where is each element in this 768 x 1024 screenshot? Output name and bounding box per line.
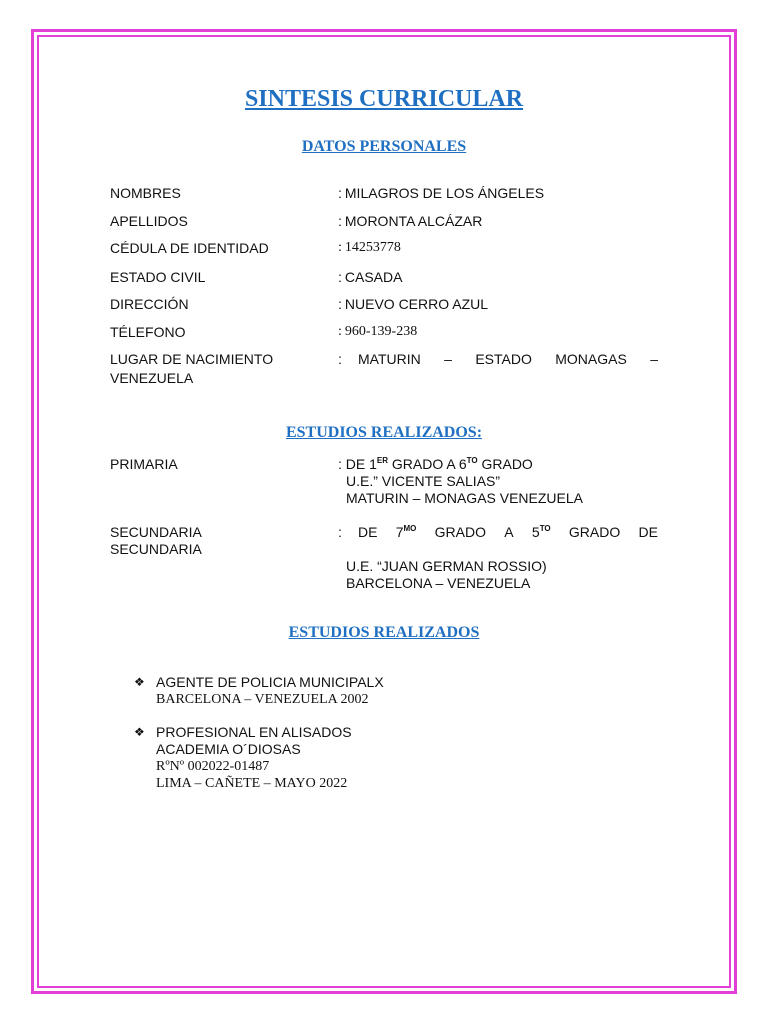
row-estado-civil xyxy=(110,268,658,288)
superscript: TO xyxy=(539,524,551,533)
label-primaria: PRIMARIA xyxy=(110,456,178,472)
label-telefono: TÉLEFONO xyxy=(110,324,186,340)
text: DE xyxy=(358,524,378,540)
colon: : xyxy=(338,269,342,285)
section-title-personal: DATOS PERSONALES xyxy=(301,138,467,155)
course-detail: LIMA – CAÑETE – MAYO 2022 xyxy=(156,776,348,791)
label-cedula: CÉDULA DE IDENTIDAD xyxy=(110,240,269,256)
value-telefono: 960-139-238 xyxy=(344,324,418,339)
section-title-studies: ESTUDIOS REALIZADOS: xyxy=(285,424,483,441)
document-title: SINTESIS CURRICULAR xyxy=(244,86,524,112)
diamond-bullet-icon: ❖ xyxy=(134,675,145,689)
course-detail: ACADEMIA O´DIOSAS xyxy=(156,741,301,757)
superscript: TO xyxy=(466,456,478,465)
diamond-bullet-icon: ❖ xyxy=(134,725,145,739)
label-lugar-line2: VENEZUELA xyxy=(110,370,194,386)
colon: : xyxy=(338,324,342,339)
label-lugar-line1: LUGAR DE NACIMIENTO xyxy=(110,351,274,367)
label-nombres: NOMBRES xyxy=(110,185,181,201)
colon: : xyxy=(338,185,342,201)
value-primaria-line3: MATURIN – MONAGAS VENEZUELA xyxy=(346,490,584,506)
value-lugar-word: – xyxy=(650,351,658,367)
row-telefono xyxy=(110,323,658,343)
row-direccion xyxy=(110,295,658,315)
colon: : xyxy=(338,296,342,312)
row-cedula xyxy=(110,239,658,259)
value-lugar-word: MONAGAS xyxy=(555,351,627,367)
value-lugar-word: MATURIN xyxy=(358,351,421,367)
label-direccion: DIRECCIÓN xyxy=(110,296,189,312)
text: 5 xyxy=(531,524,540,540)
value-primaria-line2: U.E.” VICENTE SALIAS” xyxy=(346,473,501,489)
text: GRADO A 6 xyxy=(388,456,467,472)
value-cedula: 14253778 xyxy=(344,240,401,255)
value-lugar-word: – xyxy=(444,351,452,367)
text: GRADO xyxy=(434,524,487,540)
colon: : xyxy=(338,240,342,255)
text: A xyxy=(504,524,514,540)
value-primaria-line1 xyxy=(338,455,533,473)
text xyxy=(396,523,417,541)
text: DE xyxy=(638,524,658,540)
colon-secundaria: : xyxy=(338,524,342,540)
value-secundaria-line1 xyxy=(358,523,658,541)
value-lugar-word: ESTADO xyxy=(475,351,532,367)
course-detail: BARCELONA – VENEZUELA 2002 xyxy=(156,692,369,707)
label-secundaria-line2: SECUNDARIA xyxy=(110,541,202,557)
label-secundaria-line1: SECUNDARIA xyxy=(110,524,202,540)
superscript: ER xyxy=(376,456,389,465)
value-lugar xyxy=(358,350,658,368)
value-nombres: MILAGROS DE LOS ÁNGELES xyxy=(344,185,545,201)
page-border-inner xyxy=(37,35,731,988)
value-direccion: NUEVO CERRO AZUL xyxy=(344,296,489,312)
value-secundaria-line2: U.E. “JUAN GERMAN ROSSIO) xyxy=(346,558,547,574)
label-apellidos: APELLIDOS xyxy=(110,213,188,229)
colon: : xyxy=(338,456,342,472)
row-apellidos xyxy=(110,212,658,232)
section-title-studies-2: ESTUDIOS REALIZADOS xyxy=(288,624,480,641)
text: 7 xyxy=(395,524,404,540)
course-detail: RºNº 002022-01487 xyxy=(156,759,270,774)
text: GRADO xyxy=(477,456,533,472)
colon-lugar: : xyxy=(338,351,342,367)
course-title: PROFESIONAL EN ALISADOS xyxy=(156,724,352,740)
label-estado-civil: ESTADO CIVIL xyxy=(110,269,206,285)
row-nombres xyxy=(110,184,658,204)
value-secundaria-line3: BARCELONA – VENEZUELA xyxy=(346,575,531,591)
text: GRADO xyxy=(568,524,621,540)
course-title: AGENTE DE POLICIA MUNICIPALX xyxy=(156,674,384,690)
text: DE 1 xyxy=(345,456,377,472)
value-estado-civil: CASADA xyxy=(344,269,403,285)
value-apellidos: MORONTA ALCÁZAR xyxy=(344,213,483,229)
superscript: MO xyxy=(403,524,417,533)
text xyxy=(532,523,551,541)
colon: : xyxy=(338,213,342,229)
